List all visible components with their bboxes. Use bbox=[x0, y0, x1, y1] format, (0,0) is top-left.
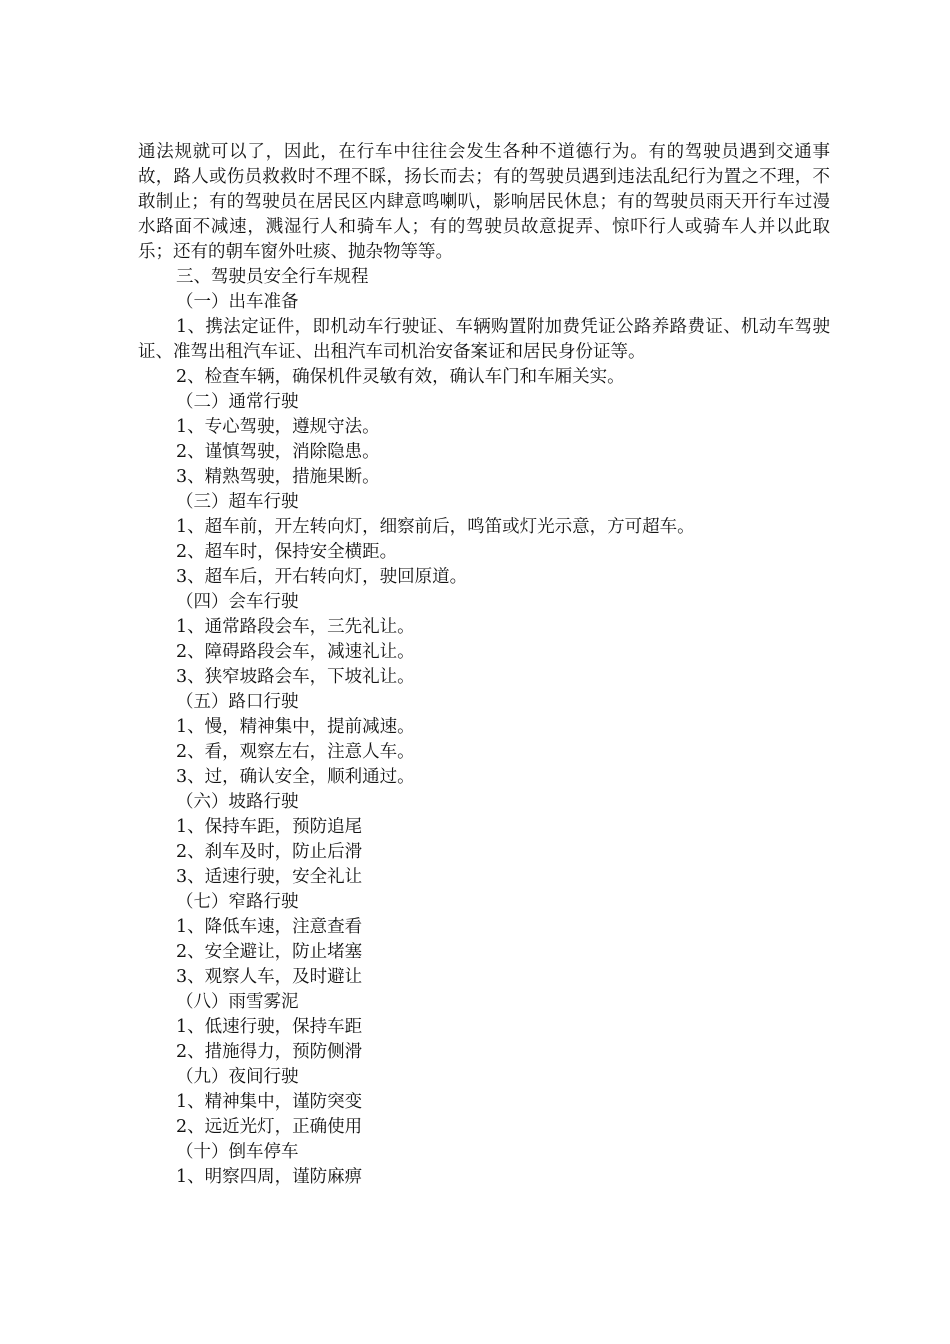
list-item: 1、专心驾驶，遵规守法。 bbox=[176, 417, 380, 437]
subsection-heading-1: （一）出车准备 bbox=[176, 292, 299, 312]
subsection-heading-8: （八）雨雪雾泥 bbox=[176, 992, 299, 1012]
list-item: 3、适速行驶，安全礼让 bbox=[176, 867, 363, 887]
list-item: 3、过，确认安全，顺利通过。 bbox=[176, 767, 415, 787]
list-item: 1、保持车距，预防追尾 bbox=[176, 817, 363, 837]
list-item: 1、低速行驶，保持车距 bbox=[176, 1017, 363, 1037]
list-item: 1、超车前，开左转向灯，细察前后，鸣笛或灯光示意，方可超车。 bbox=[176, 517, 695, 537]
list-item: 2、障碍路段会车，减速礼让。 bbox=[176, 642, 415, 662]
subsection-heading-9: （九）夜间行驶 bbox=[176, 1067, 299, 1087]
list-item: 2、检查车辆，确保机件灵敏有效，确认车门和车厢关实。 bbox=[176, 367, 625, 387]
list-item: 2、措施得力，预防侧滑 bbox=[176, 1042, 363, 1062]
list-item: 1、携法定证件，即机动车行驶证、车辆购置附加费凭证公路养路费证、机动车驾驶证、准驾出租汽车证、出租汽车司机治安备案证和居民身份证等。 bbox=[138, 317, 830, 362]
list-item: 1、通常路段会车，三先礼让。 bbox=[176, 617, 415, 637]
section-heading: 三、驾驶员安全行车规程 bbox=[176, 267, 369, 287]
subsection-heading-10: （十）倒车停车 bbox=[176, 1142, 299, 1162]
list-item: 3、观察人车，及时避让 bbox=[176, 967, 363, 987]
subsection-heading-2: （二）通常行驶 bbox=[176, 392, 299, 412]
document-page bbox=[138, 140, 830, 1190]
subsection-heading-5: （五）路口行驶 bbox=[176, 692, 299, 712]
list-item: 1、降低车速，注意查看 bbox=[176, 917, 363, 937]
subsection-heading-3: （三）超车行驶 bbox=[176, 492, 299, 512]
list-item: 2、安全避让，防止堵塞 bbox=[176, 942, 363, 962]
subsection-heading-6: （六）坡路行驶 bbox=[176, 792, 299, 812]
intro-paragraph: 通法规就可以了，因此，在行车中往往会发生各种不道德行为。有的驾驶员遇到交通事故，路人或伤员救救时不理不睬，扬长而去；有的驾驶员遇到违法乱纪行为置之不理，不敢制止；有的驾驶员在居民区内肆意鸣喇叭，影响居民休息；有的驾驶员雨天开行车过漫水路面不减速，溅湿行人和骑车人；有的驾驶员故意捉弄、惊吓行人或骑车人并以此取乐；还有的朝车窗外吐痰、抛杂物等等。 bbox=[138, 142, 830, 262]
list-item: 2、超车时，保持安全横距。 bbox=[176, 542, 398, 562]
list-item: 1、慢，精神集中，提前减速。 bbox=[176, 717, 415, 737]
list-item: 1、明察四周，谨防麻痹 bbox=[176, 1167, 363, 1187]
list-item: 3、超车后，开右转向灯，驶回原道。 bbox=[176, 567, 468, 587]
list-item: 2、远近光灯，正确使用 bbox=[176, 1117, 363, 1137]
subsection-heading-4: （四）会车行驶 bbox=[176, 592, 299, 612]
list-item: 2、看，观察左右，注意人车。 bbox=[176, 742, 415, 762]
list-item: 3、精熟驾驶，措施果断。 bbox=[176, 467, 380, 487]
list-item: 2、刹车及时，防止后滑 bbox=[176, 842, 363, 862]
list-item: 2、谨慎驾驶，消除隐患。 bbox=[176, 442, 380, 462]
subsection-heading-7: （七）窄路行驶 bbox=[176, 892, 299, 912]
list-item: 3、狭窄坡路会车，下坡礼让。 bbox=[176, 667, 415, 687]
list-item: 1、精神集中，谨防突变 bbox=[176, 1092, 363, 1112]
